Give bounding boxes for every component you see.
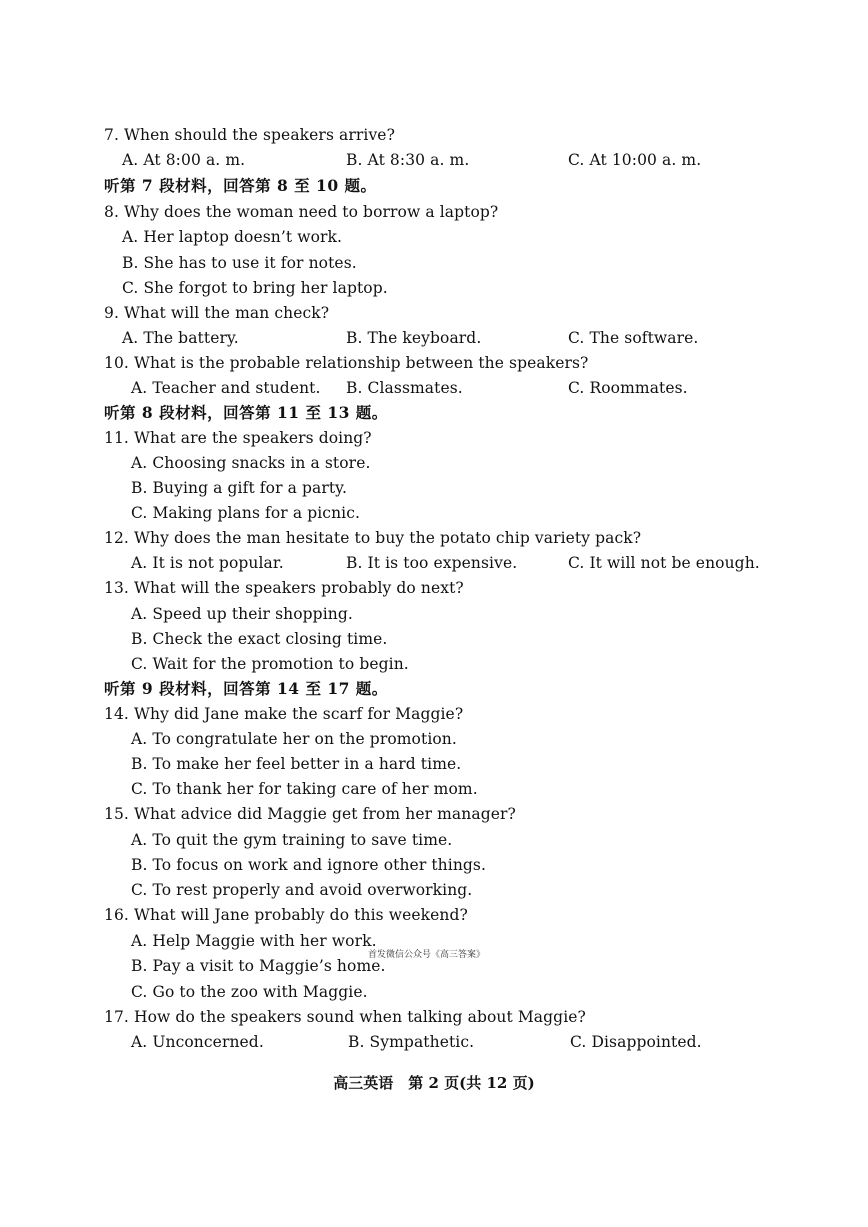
- question-8-option-b: B. She has to use it for notes.: [122, 254, 357, 272]
- question-9: 9. What will the man check?: [104, 304, 330, 322]
- question-14-option-b: B. To make her feel better in a hard time.: [131, 755, 462, 773]
- question-15-option-a: A. To quit the gym training to save time.: [131, 831, 453, 849]
- question-13: 13. What will the speakers probably do next?: [104, 579, 464, 597]
- question-7: 7. When should the speakers arrive?: [104, 126, 395, 144]
- question-10: 10. What is the probable relationship between the speakers?: [104, 354, 589, 372]
- question-15-option-c: C. To rest properly and avoid overworking.: [131, 881, 473, 899]
- section-heading-8: 听第 8 段材料，回答第 11 至 13 题。: [104, 403, 388, 422]
- question-16-option-b: B. Pay a visit to Maggie’s home.: [131, 957, 386, 975]
- question-16-option-c: C. Go to the zoo with Maggie.: [131, 983, 368, 1001]
- question-11-option-a: A. Choosing snacks in a store.: [131, 454, 371, 472]
- question-10-option-b: B. Classmates.: [346, 379, 463, 397]
- question-8-option-a: A. Her laptop doesn’t work.: [122, 228, 343, 246]
- section-heading-9: 听第 9 段材料，回答第 14 至 17 题。: [104, 679, 388, 698]
- question-9-option-a: A. The battery.: [122, 329, 239, 347]
- question-17: 17. How do the speakers sound when talking about Maggie?: [104, 1008, 586, 1026]
- question-8: 8. Why does the woman need to borrow a laptop?: [104, 203, 499, 221]
- question-14-option-c: C. To thank her for taking care of her mom.: [131, 780, 478, 798]
- question-15-option-b: B. To focus on work and ignore other things.: [131, 856, 487, 874]
- question-14-option-a: A. To congratulate her on the promotion.: [131, 730, 457, 748]
- question-15: 15. What advice did Maggie get from her manager?: [104, 805, 516, 823]
- question-12: 12. Why does the man hesitate to buy the potato chip variety pack?: [104, 529, 642, 547]
- question-7-option-b: B. At 8:30 a. m.: [346, 151, 470, 169]
- question-10-option-a: A. Teacher and student.: [131, 379, 321, 397]
- question-11-option-c: C. Making plans for a picnic.: [131, 504, 361, 522]
- watermark-text: 首发微信公众号《高三答案》: [368, 950, 486, 960]
- question-17-option-a: A. Unconcerned.: [131, 1033, 264, 1051]
- question-13-option-b: B. Check the exact closing time.: [131, 630, 388, 648]
- question-7-option-c: C. At 10:00 a. m.: [568, 151, 702, 169]
- question-14: 14. Why did Jane make the scarf for Maggie?: [104, 705, 464, 723]
- question-7-option-a: A. At 8:00 a. m.: [122, 151, 246, 169]
- question-13-option-c: C. Wait for the promotion to begin.: [131, 655, 409, 673]
- question-16: 16. What will Jane probably do this weekend?: [104, 906, 468, 924]
- question-11-option-b: B. Buying a gift for a party.: [131, 479, 348, 497]
- question-11: 11. What are the speakers doing?: [104, 429, 372, 447]
- question-10-option-c: C. Roommates.: [568, 379, 688, 397]
- section-heading-7: 听第 7 段材料，回答第 8 至 10 题。: [104, 176, 377, 195]
- question-13-option-a: A. Speed up their shopping.: [131, 605, 353, 623]
- question-17-option-b: B. Sympathetic.: [348, 1033, 475, 1051]
- question-9-option-c: C. The software.: [568, 329, 699, 347]
- question-12-option-c: C. It will not be enough.: [568, 554, 760, 572]
- question-17-option-c: C. Disappointed.: [570, 1033, 702, 1051]
- question-8-option-c: C. She forgot to bring her laptop.: [122, 279, 388, 297]
- question-12-option-b: B. It is too expensive.: [346, 554, 518, 572]
- question-16-option-a: A. Help Maggie with her work.: [131, 932, 377, 950]
- question-9-option-b: B. The keyboard.: [346, 329, 482, 347]
- question-12-option-a: A. It is not popular.: [131, 554, 284, 572]
- page-footer: 高三英语 第 2 页(共 12 页): [333, 1074, 535, 1092]
